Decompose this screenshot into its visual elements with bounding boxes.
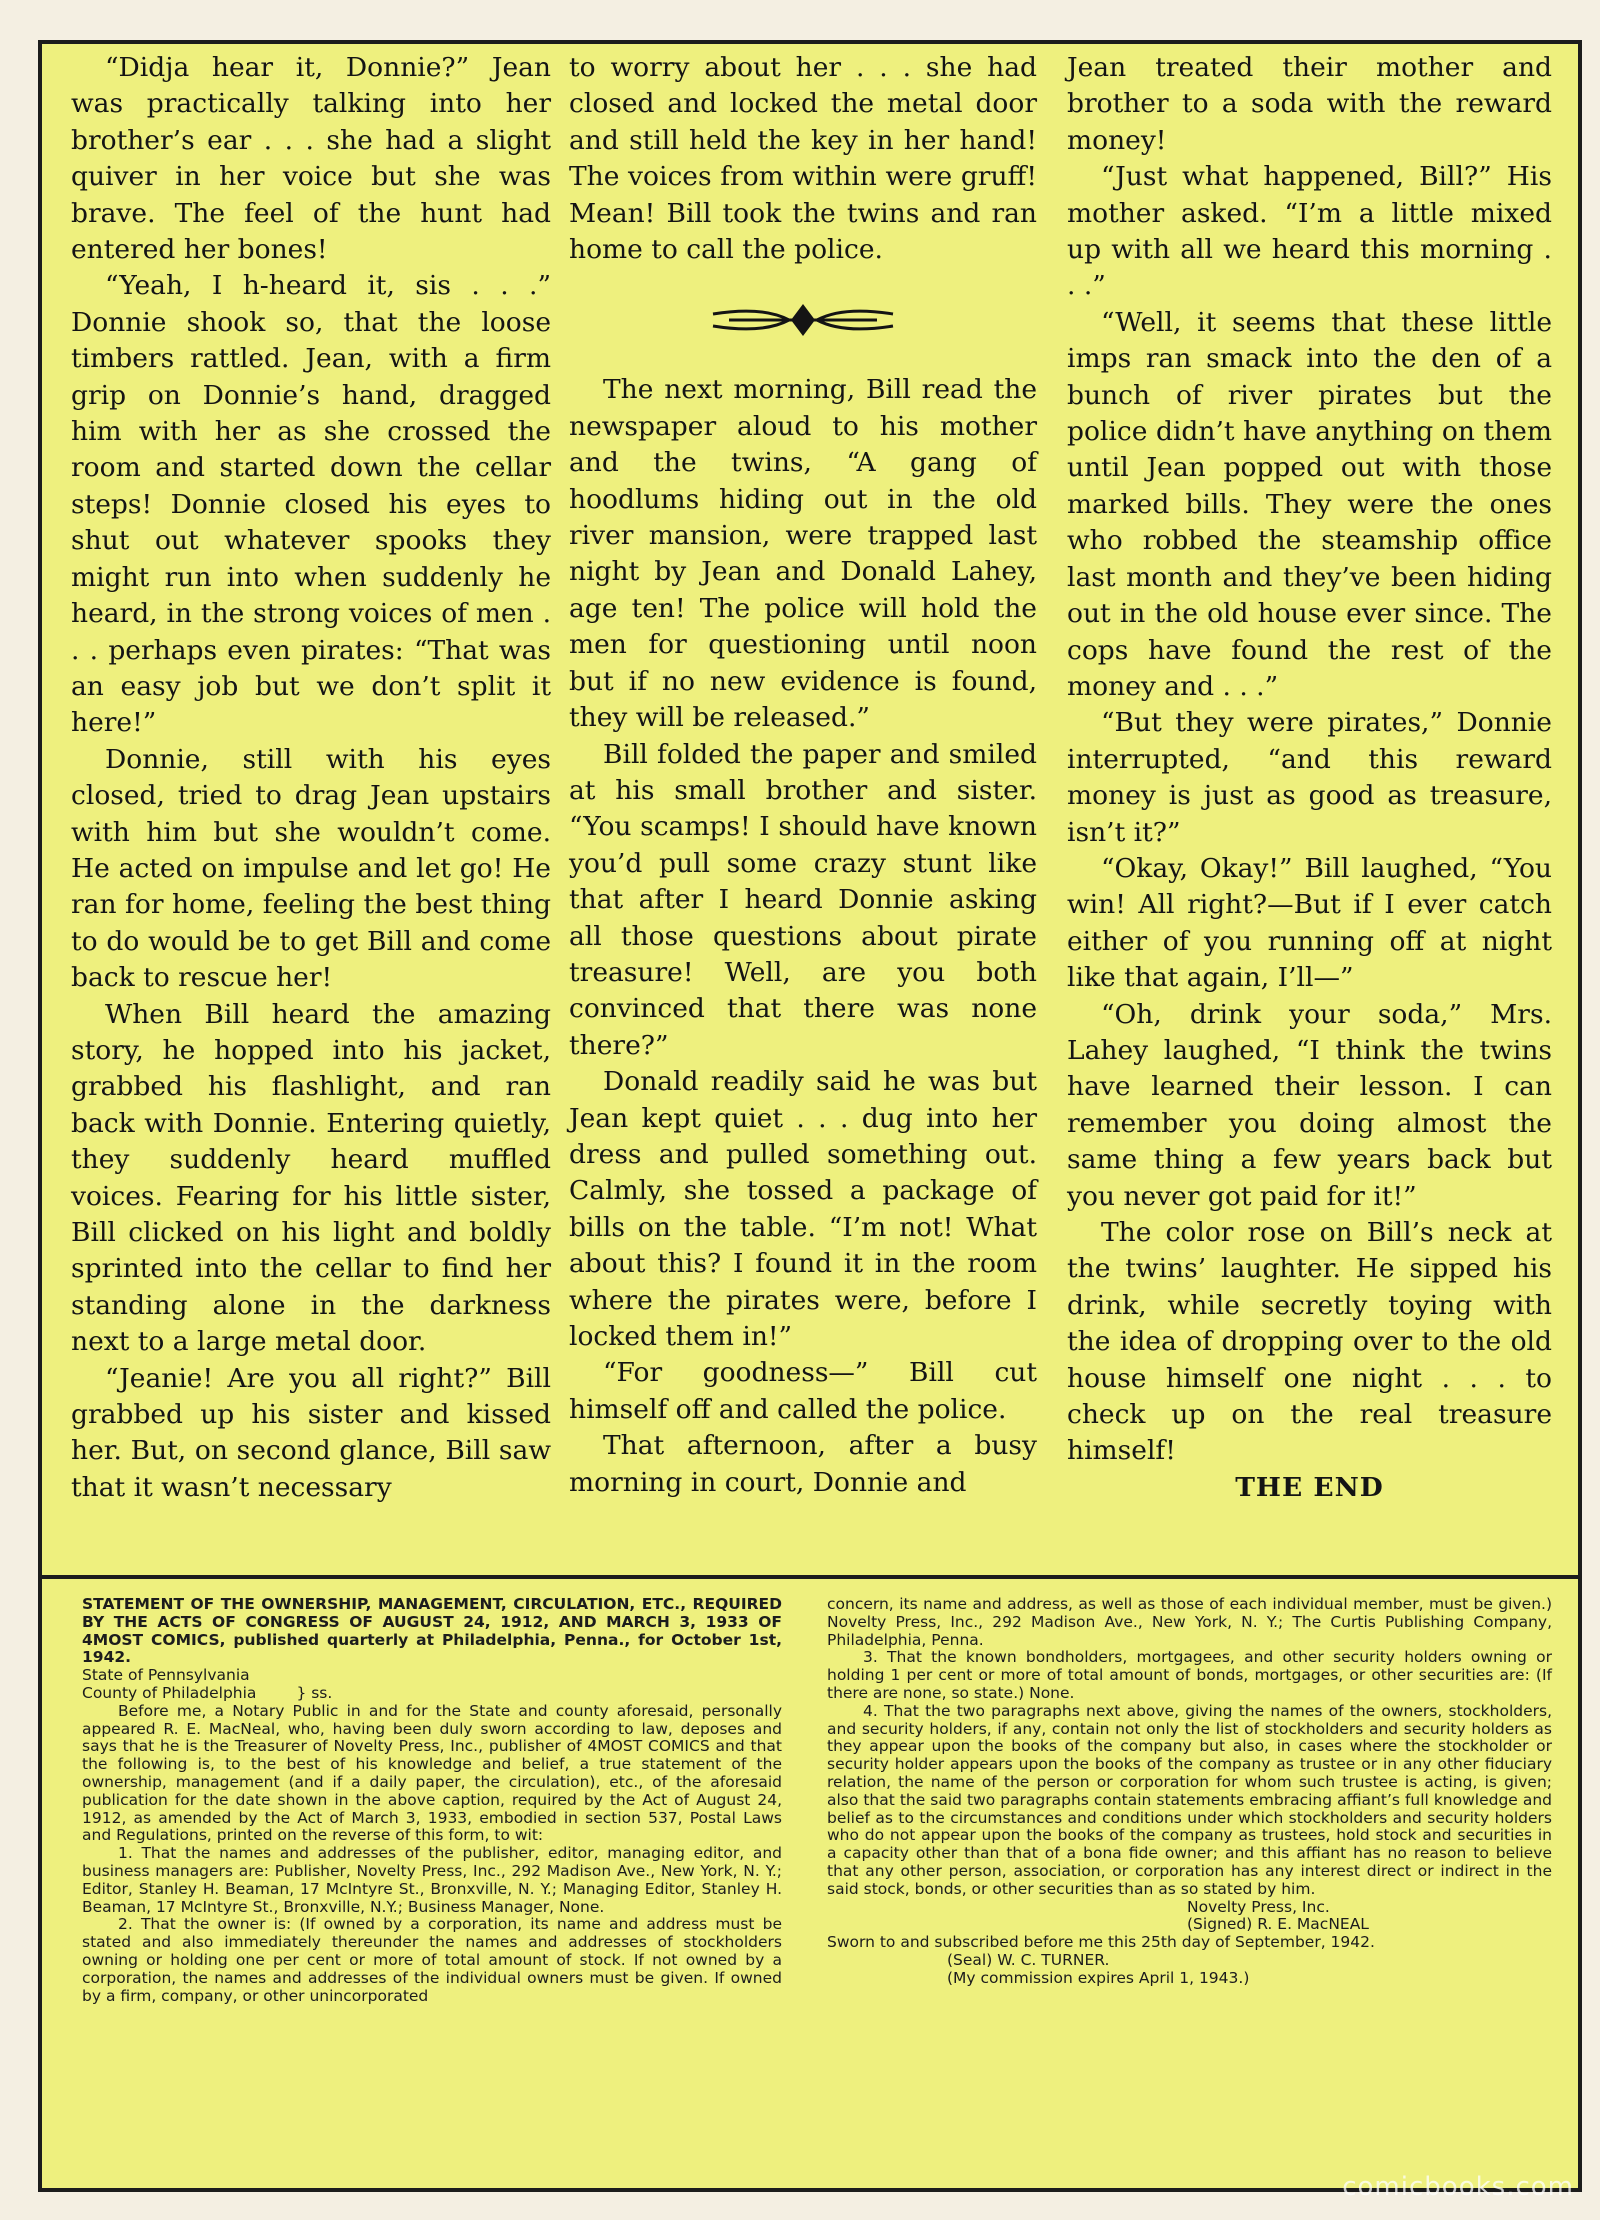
statement-paragraph: concern, its name and address, as well as those of each individual member, must be given.) Novelty Press, Inc., 292 Madison Ave., New York, N. Y.; The Curtis Publishing Company, Philadelphia, Penna. [827,1595,1552,1649]
paragraph: “For goodness—” Bill cut himself off and called the police. [569,1357,1037,1425]
ownership-statement-left [82,1596,782,2005]
paragraph: That afternoon, after a busy morning in court, Donnie and [569,1430,1037,1498]
the-end-label: THE END [1235,1471,1384,1503]
paragraph: The next morning, Bill read the newspaper aloud to his mother and the twins, “A gang of hoodlums hiding out in the old river mansion, were trapped last night by Jean and Donald Lahey, age ten! The police will hold the men for questioning until noon but if no new evidence is found, they will be released.” [569,374,1037,734]
section-divider-ornament [703,298,903,342]
signature: (Signed) R. E. MacNEAL [1187,1915,1369,1934]
statement-paragraph: 3. That the known bondholders, mortgagees, and other security holders owning or holding 1 per cent or more of total amount of bonds, mortgages, or other securities are: (If there are none, so state.) None. [827,1648,1552,1702]
paragraph: Bill folded the paper and smiled at his small brother and sister. “You scamps! I should have known you’d pull some crazy stunt like that after I heard Donnie asking all those questions about pirate treasure! Well, are you both convinced that there was none there?” [569,738,1037,1061]
paragraph: “Jeanie! Are you all right?” Bill grabbed up his sister and kissed her. But, on second glance, Bill saw that it wasn’t necessary [71,1362,551,1503]
statement-heading: STATEMENT OF THE OWNERSHIP, MANAGEMENT, CIRCULATION, ETC., REQUIRED BY THE ACTS OF CONGRESS OF AUGUST 24, 1912, AND MARCH 3, 1933 OF 4MOST COMICS, published quarterly at Philadelphia, Penna., for October 1st, 1942. [82,1595,782,1667]
paragraph: Donnie, still with his eyes closed, tried to drag Jean upstairs with him but she wouldn’t come. He acted on impulse and let go! He ran for home, feeling the best thing to do would be to get Bill and come back to rescue her! [71,743,551,994]
seal-line: (Seal) W. C. TURNER. [947,1950,1110,1969]
statement-paragraph: 2. That the owner is: (If owned by a corporation, its name and address must be stated and also immediately thereunder the names and addresses of stockholders owning or holding one per cent or more of total amount of stock. If not owned by a corporation, the names and addresses of the individual owners must be given. If owned by a firm, company, or other unincorporated [82,1915,782,2005]
paragraph: “Okay, Okay!” Bill laughed, “You win! All right?—But if I ever catch either of you running off at night like that again, I’ll—” [1067,852,1552,994]
paragraph: “Oh, drink your soda,” Mrs. Lahey laughed, “I think the twins have learned their lesson. I can remember you doing almost the same thing a few years back but you never got paid for it!” [1067,998,1552,1212]
watermark: comicbooks.com [1342,2172,1574,2202]
statement-state: State of Pennsylvania [82,1666,250,1685]
county-name: County of Philadelphia [82,1683,257,1702]
paragraph: The color rose on Bill’s neck at the twins’ laughter. He sipped his drink, while secretly toying with the idea of dropping over to the old house himself one night . . . to check up on the real treasure himself! [1067,1217,1552,1467]
paragraph: “Well, it seems that these little imps ran smack into the den of a bunch of river pirates but the police didn’t have anything on them until Jean popped out with those marked bills. They were the ones who robbed the steamship office last month and they’ve been hiding out in the old house ever since. The cops have found the rest of the money and . . .” [1067,306,1552,702]
paragraph: “Yeah, I h-heard it, sis . . .” Donnie shook so, that the loose timbers rattled. Jean, with a firm grip on Donnie’s hand, dragged him with her as she crossed the room and started down the cellar steps! Donnie closed his eyes to shut out whatever spooks they might run into when suddenly he heard, in the strong voices of men . . . perhaps even pirates: “That was an easy job but we don’t split it here!” [71,270,551,739]
paragraph: Donald readily said he was but Jean kept quiet . . . dug into her dress and pulled something out. Calmly, she tossed a package of bills on the table. “I’m not! What about this? I found it in the room where the pirates were, before I locked them in!” [569,1066,1037,1352]
section-divider-line [42,1575,1578,1579]
paragraph: “Didja hear it, Donnie?” Jean was practically talking into her brother’s ear . . . she had a slight quiver in her voice but she was brave. The feel of the hunt had entered her bones! [71,52,551,266]
paragraph: When Bill heard the amazing story, he hopped into his jacket, grabbed his flashlight, and ran back with Donnie. Entering quietly, they suddenly heard muffled voices. Fearing for his little sister, Bill clicked on his light and boldly sprinted into the cellar to find her standing alone in the darkness next to a large metal door. [71,998,551,1358]
ownership-statement-right [827,1596,1552,1988]
commission-line: (My commission expires April 1, 1943.) [947,1968,1250,1987]
paragraph: to worry about her . . . she had closed and locked the metal door and still held the key in her hand! The voices from within were gruff! Mean! Bill took the twins and ran home to call the police. [569,52,1037,266]
story-column-1 [71,50,551,1506]
statement-paragraph: Before me, a Notary Public in and for the State and county aforesaid, personally appeared R. E. MacNeal, who, having been duly sworn according to law, deposes and says that he is the Treasurer of Novelty Press, Inc., publisher of 4MOST COMICS and that the following is, to the best of his knowledge and belief, a true statement of the ownership, management (and if a daily paper, the circulation), etc., of the aforesaid publication for the date shown in the above caption, required by the Act of August 24, 1912, as amended by the Act of March 3, 1933, embodied in section 537, Postal Laws and Regulations, printed on the reverse of this form, to wit: [82,1701,782,1845]
paragraph: “But they were pirates,” Donnie interrupted, “and this reward money is just as good as treasure, isn’t it?” [1067,707,1552,848]
paragraph: Jean treated their mother and brother to a soda with the reward money! [1067,52,1552,156]
story-text [42,44,1578,1574]
paragraph: “Just what happened, Bill?” His mother asked. “I’m a little mixed up with all we heard this morning . . .” [1067,161,1552,302]
statement-county [82,1685,782,1703]
ss-brace: } ss. [296,1683,333,1702]
story-column-2 [569,50,1037,1501]
story-column-3 [1067,50,1552,1506]
statement-paragraph: 4. That the two paragraphs next above, giving the names of the owners, stockholders, and security holders, if any, contain not only the list of stockholders and security holders as they appear upon the books of the company but also, in cases where the stockholder or security holder appears upon the books of the company as trustee or in any other fiduciary relation, the name of the person or corporation for whom such trustee is acting, is given; also that the said two paragraphs contain statements embracing affiant’s full knowledge and belief as to the circumstances and conditions under which stockholders and security holders who do not appear upon the books of the company as trustees, hold stock and securities in a capacity other than that of a bona fide owner; and this affiant has no reason to believe that any other person, association, or corporation has any interest direct or indirect in the said stock, bonds, or other securities than as so stated by him. [827,1701,1552,1898]
sworn-line: Sworn to and subscribed before me this 25th day of September, 1942. [827,1933,1375,1952]
comic-page [38,40,1582,2192]
company-name: Novelty Press, Inc. [1187,1897,1330,1916]
statement-paragraph: 1. That the names and addresses of the publisher, editor, managing editor, and business managers are: Publisher, Novelty Press, Inc., 292 Madison Ave., New York, N. Y.; Editor, Stanley H. Beaman, 17 McIntyre St., Bronxville, N. Y.; Managing Editor, Stanley H. Beaman, 17 McIntyre St., Bronxville, N.Y.; Business Manager, None. [82,1844,782,1916]
